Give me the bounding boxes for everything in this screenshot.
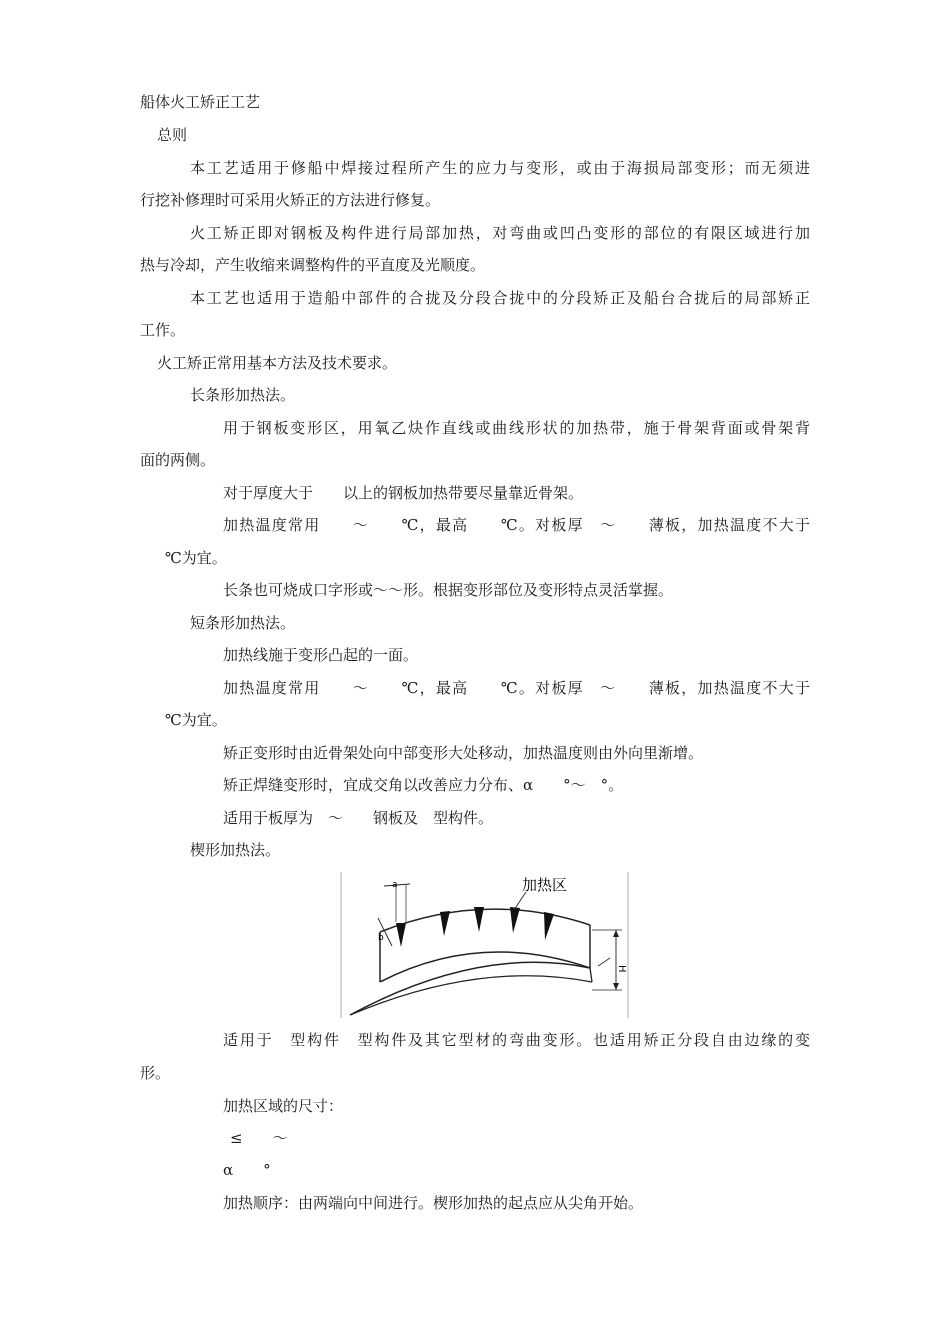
paragraph-line: 适用于板厚为 ～ 钢板及 型构件。: [223, 809, 494, 827]
paragraph-line: 加热温度常用 ～ ℃，最高 ℃。对板厚 ～ 薄板，加热温度不大于: [223, 679, 810, 697]
wedge-heating-zone: [510, 907, 520, 933]
paragraph-line: 用于钢板变形区，用氧乙炔作直线或曲线形状的加热带，施于骨架背面或骨架背: [223, 419, 810, 437]
paragraph-line: 加热顺序：由两端向中间进行。楔形加热的起点应从尖角开始。: [223, 1194, 644, 1212]
wedge-heating-zone: [544, 912, 554, 940]
paragraph-line: 行挖补修理时可采用火矫正的方法进行修复。: [140, 191, 441, 209]
paragraph-line: 形。: [140, 1064, 171, 1082]
paragraph-line: 热与冷却，产生收缩来调整构件的平直度及光顺度。: [140, 256, 486, 274]
paragraph-line: 适用于 型构件 型构件及其它型材的弯曲变形。也适用矫正分段自由边缘的变: [223, 1031, 810, 1049]
dimension-h-arrow-top: [613, 930, 619, 937]
dimension-b-label: b: [378, 933, 384, 943]
dimension-h-arrow-bottom: [613, 983, 619, 990]
subsection-heading-wedge: 楔形加热法。: [190, 841, 281, 859]
paragraph-line: 矫正变形时由近骨架处向中部变形大处移动，加热温度则由外向里渐增。: [223, 744, 704, 762]
paragraph-line: 加热温度常用 ～ ℃，最高 ℃。对板厚 ～ 薄板，加热温度不大于: [223, 516, 810, 534]
paragraph-line: ℃为宜。: [165, 549, 227, 567]
wedge-heating-zone: [396, 923, 406, 947]
flange-edge-inner: [350, 976, 592, 1015]
dimension-h-leader: [598, 958, 610, 966]
paragraph-line: 面的两侧。: [140, 451, 216, 469]
paragraph-line: α °: [223, 1161, 271, 1179]
paragraph-line: 火工矫正即对钢板及构件进行局部加热，对弯曲或凹凸变形的部位的有限区域进行加: [190, 224, 810, 242]
subsection-heading-long: 长条形加热法。: [190, 386, 296, 404]
dimension-h-label: H: [616, 965, 627, 973]
paragraph-line: 对于厚度大于 以上的钢板加热带要尽量靠近骨架。: [223, 484, 584, 502]
paragraph-line: 加热线施于变形凸起的一面。: [223, 646, 419, 664]
section-heading-general: 总则: [157, 126, 188, 144]
paragraph-line: 矫正焊缝变形时，宜成交角以改善应力分布、α °～ °。: [223, 776, 624, 794]
paragraph-line: ≤ ～: [230, 1129, 288, 1147]
subsection-heading-short: 短条形加热法。: [190, 614, 296, 632]
heating-zone-label: 加热区: [522, 876, 568, 894]
paragraph-line: 长条也可烧成口字形或～～形。根据变形部位及变形特点灵活掌握。: [223, 581, 674, 599]
flange-edge-outer: [350, 962, 590, 1015]
paragraph-line: ℃为宜。: [165, 711, 227, 729]
paragraph-line: 工作。: [140, 321, 186, 339]
paragraph-line: 加热区域的尺寸：: [223, 1097, 344, 1115]
plate-top-edge: [380, 909, 590, 932]
paragraph-line: 本工艺也适用于造船中部件的合拢及分段合拢中的分段矫正及船台合拢后的局部矫正: [190, 289, 810, 307]
dimension-a-label: a: [392, 880, 398, 890]
wedge-heating-zone: [474, 907, 484, 932]
heating-zone-leader: [514, 892, 526, 910]
flange-corner: [590, 968, 592, 982]
section-heading-methods: 火工矫正常用基本方法及技术要求。: [157, 354, 398, 372]
wedge-heating-zone: [440, 911, 450, 936]
paragraph-line: 本工艺适用于修船中焊接过程所产生的应力与变形，或由于海损局部变形；而无须进: [190, 159, 810, 177]
document-title: 船体火工矫正工艺: [140, 93, 261, 111]
wedge-diagram-svg: [340, 870, 630, 1020]
wedge-heating-diagram: [340, 870, 630, 1020]
